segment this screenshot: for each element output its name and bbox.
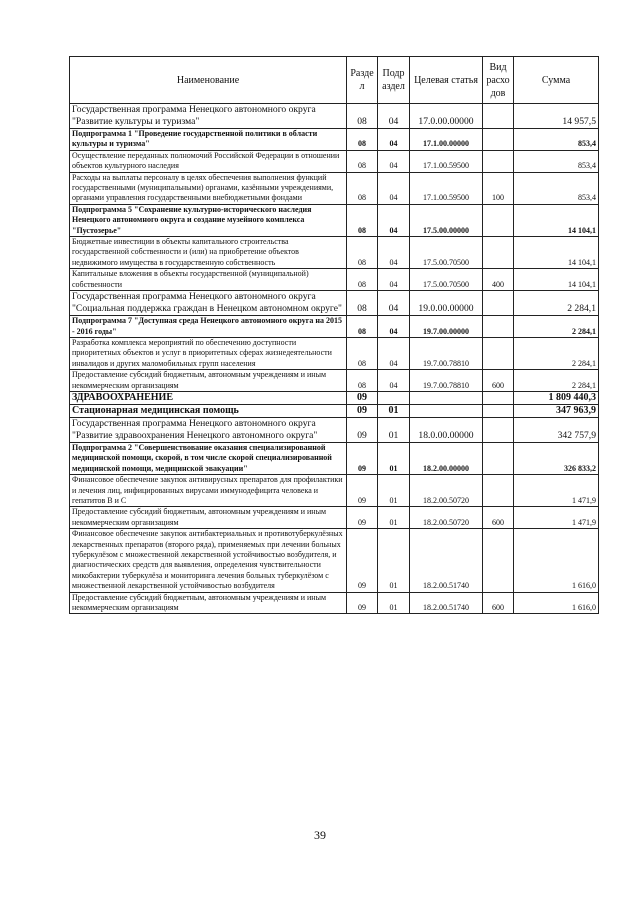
cell-subsection: 01 [378,417,410,442]
cell-section: 08 [347,150,378,172]
header-expense-type: Вид расхо дов [483,57,514,104]
cell-name: Предоставление субсидий бюджетным, автономным учреждениям и иным некоммерческим организациям [70,370,347,392]
cell-target: 18.2.00.51740 [410,529,483,592]
cell-target: 19.0.00.00000 [410,291,483,316]
budget-table [69,56,599,614]
cell-subsection: 04 [378,337,410,369]
cell-name: Расходы на выплаты персоналу в целях обеспечения выполнения функций государственными (муниципальными) органами, казёнными учреждениями, органами управления государственными внебюджетными фондами [70,172,347,204]
header-sum: Сумма [514,57,599,104]
cell-name: Осуществление переданных полномочий Российской Федерации в отношении объектов культурного наследия [70,150,347,172]
cell-target: 17.0.00.00000 [410,104,483,129]
table-row [70,417,599,442]
cell-expense-type [483,391,514,404]
cell-subsection: 04 [378,172,410,204]
cell-sum: 14 104,1 [514,237,599,269]
cell-sum: 342 757,9 [514,417,599,442]
cell-target: 18.2.00.50720 [410,507,483,529]
cell-subsection: 01 [378,592,410,614]
cell-name: Финансовое обеспечение закупок антибактериальных и противотуберкулёзных лекарственных препаратов (второго ряда), применяемых при лечении больных туберкулёзом с множественной лекарственной устойчивостью возбудителя, и диагностических средств для выявления, определения чувствительности микобактерии туберкулёза и мониторинга лечения больных туберкулёзом с множественной лекарственной устойчивостью возбудителя [70,529,347,592]
cell-sum: 1 471,9 [514,507,599,529]
table-row [70,404,599,417]
cell-name: Подпрограмма 5 "Сохранение культурно-исторического наследия Ненецкого автономного округа и создание музейного комплекса "Пустозерье" [70,204,347,236]
cell-target: 19.7.00.00000 [410,316,483,338]
table-header [70,57,599,104]
cell-expense-type [483,417,514,442]
cell-section: 08 [347,370,378,392]
cell-section: 08 [347,316,378,338]
cell-subsection: 01 [378,475,410,507]
cell-subsection: 04 [378,316,410,338]
cell-sum: 2 284,1 [514,370,599,392]
cell-sum: 347 963,9 [514,404,599,417]
cell-expense-type: 400 [483,269,514,291]
cell-section: 09 [347,529,378,592]
cell-expense-type [483,204,514,236]
cell-section: 08 [347,337,378,369]
cell-target: 17.5.00.70500 [410,237,483,269]
cell-section: 09 [347,442,378,474]
cell-target [410,404,483,417]
cell-expense-type: 600 [483,592,514,614]
table-row [70,370,599,392]
cell-section: 08 [347,172,378,204]
cell-target: 17.1.00.59500 [410,150,483,172]
header-row [70,57,599,104]
cell-target: 18.2.00.50720 [410,475,483,507]
cell-section: 08 [347,269,378,291]
table-row [70,442,599,474]
cell-subsection: 01 [378,442,410,474]
cell-name: Государственная программа Ненецкого автономного округа "Развитие культуры и туризма" [70,104,347,129]
cell-name: Капитальные вложения в объекты государственной (муниципальной) собственности [70,269,347,291]
cell-sum: 14 957,5 [514,104,599,129]
cell-sum: 2 284,1 [514,337,599,369]
cell-expense-type [483,291,514,316]
cell-subsection: 04 [378,129,410,151]
cell-target: 17.5.00.70500 [410,269,483,291]
cell-expense-type [483,150,514,172]
table-row [70,129,599,151]
cell-sum: 14 104,1 [514,204,599,236]
header-subsection: Подр аздел [378,57,410,104]
cell-section: 09 [347,592,378,614]
cell-target: 19.7.00.78810 [410,370,483,392]
table-row [70,475,599,507]
cell-section: 08 [347,204,378,236]
cell-subsection: 04 [378,204,410,236]
cell-section: 08 [347,104,378,129]
cell-target: 18.0.00.00000 [410,417,483,442]
cell-subsection [378,391,410,404]
table-row [70,592,599,614]
cell-target: 17.1.00.00000 [410,129,483,151]
table-row [70,291,599,316]
cell-sum: 14 104,1 [514,269,599,291]
cell-expense-type [483,337,514,369]
cell-target [410,391,483,404]
table-row [70,104,599,129]
cell-name: Предоставление субсидий бюджетным, автономным учреждениям и иным некоммерческим организациям [70,592,347,614]
cell-sum: 1 809 440,3 [514,391,599,404]
cell-section: 09 [347,475,378,507]
cell-expense-type [483,529,514,592]
page-number: 39 [314,828,326,842]
cell-target: 18.2.00.00000 [410,442,483,474]
cell-expense-type: 600 [483,370,514,392]
table-row [70,529,599,592]
cell-name: Подпрограмма 1 "Проведение государственной политики в области культуры и туризма" [70,129,347,151]
cell-subsection: 01 [378,529,410,592]
cell-section: 09 [347,404,378,417]
cell-sum: 853,4 [514,129,599,151]
table-row [70,391,599,404]
cell-target: 17.1.00.59500 [410,172,483,204]
table-row [70,337,599,369]
cell-expense-type [483,104,514,129]
cell-section: 08 [347,129,378,151]
cell-sum: 1 616,0 [514,592,599,614]
cell-subsection: 04 [378,150,410,172]
cell-name: Разработка комплекса мероприятий по обеспечению доступности приоритетных объектов и услуг в приоритетных сферах жизнедеятельности инвалидов и других маломобильных групп населения [70,337,347,369]
table-row [70,316,599,338]
table-row [70,204,599,236]
table-row [70,237,599,269]
cell-section: 08 [347,237,378,269]
cell-expense-type [483,475,514,507]
table-body [70,104,599,614]
cell-expense-type [483,237,514,269]
cell-name: Стационарная медицинская помощь [70,404,347,417]
header-target: Целевая статья [410,57,483,104]
cell-sum: 1 471,9 [514,475,599,507]
cell-name: Финансовое обеспечение закупок антивирусных препаратов для профилактики и лечения лиц, инфицированных вирусами иммунодефицита человека и гепатитов В и С [70,475,347,507]
table-row [70,150,599,172]
cell-sum: 853,4 [514,172,599,204]
cell-subsection: 04 [378,269,410,291]
cell-expense-type [483,316,514,338]
cell-subsection: 01 [378,404,410,417]
cell-target: 19.7.00.78810 [410,337,483,369]
cell-subsection: 04 [378,291,410,316]
cell-sum: 1 616,0 [514,529,599,592]
cell-sum: 853,4 [514,150,599,172]
cell-expense-type [483,442,514,474]
cell-sum: 2 284,1 [514,291,599,316]
cell-expense-type: 600 [483,507,514,529]
table-row [70,269,599,291]
cell-name: Подпрограмма 2 "Совершенствование оказания специализированной медицинской помощи, скорой, в том числе скорой специализированной медицинской помощи, медицинской эвакуации" [70,442,347,474]
cell-name: Предоставление субсидий бюджетным, автономным учреждениям и иным некоммерческим организациям [70,507,347,529]
cell-sum: 326 833,2 [514,442,599,474]
cell-target: 17.5.00.00000 [410,204,483,236]
cell-name: Государственная программа Ненецкого автономного округа "Социальная поддержка граждан в Ненецком автономном округе" [70,291,347,316]
cell-expense-type [483,404,514,417]
cell-subsection: 01 [378,507,410,529]
cell-section: 09 [347,391,378,404]
cell-section: 08 [347,291,378,316]
table-row [70,507,599,529]
cell-name: ЗДРАВООХРАНЕНИЕ [70,391,347,404]
cell-sum: 2 284,1 [514,316,599,338]
table-row [70,172,599,204]
header-name: Наименование [70,57,347,104]
cell-name: Бюджетные инвестиции в объекты капитального строительства государственной собственности и (или) на приобретение объектов недвижимого имущества в государственную собственность [70,237,347,269]
cell-name: Подпрограмма 7 "Доступная среда Ненецкого автономного округа на 2015 - 2016 годы" [70,316,347,338]
header-section: Разде л [347,57,378,104]
cell-subsection: 04 [378,237,410,269]
cell-subsection: 04 [378,370,410,392]
cell-expense-type [483,129,514,151]
cell-expense-type: 100 [483,172,514,204]
cell-section: 09 [347,417,378,442]
cell-target: 18.2.00.51740 [410,592,483,614]
cell-subsection: 04 [378,104,410,129]
cell-name: Государственная программа Ненецкого автономного округа "Развитие здравоохранения Ненецкого автономного округа" [70,417,347,442]
cell-section: 09 [347,507,378,529]
